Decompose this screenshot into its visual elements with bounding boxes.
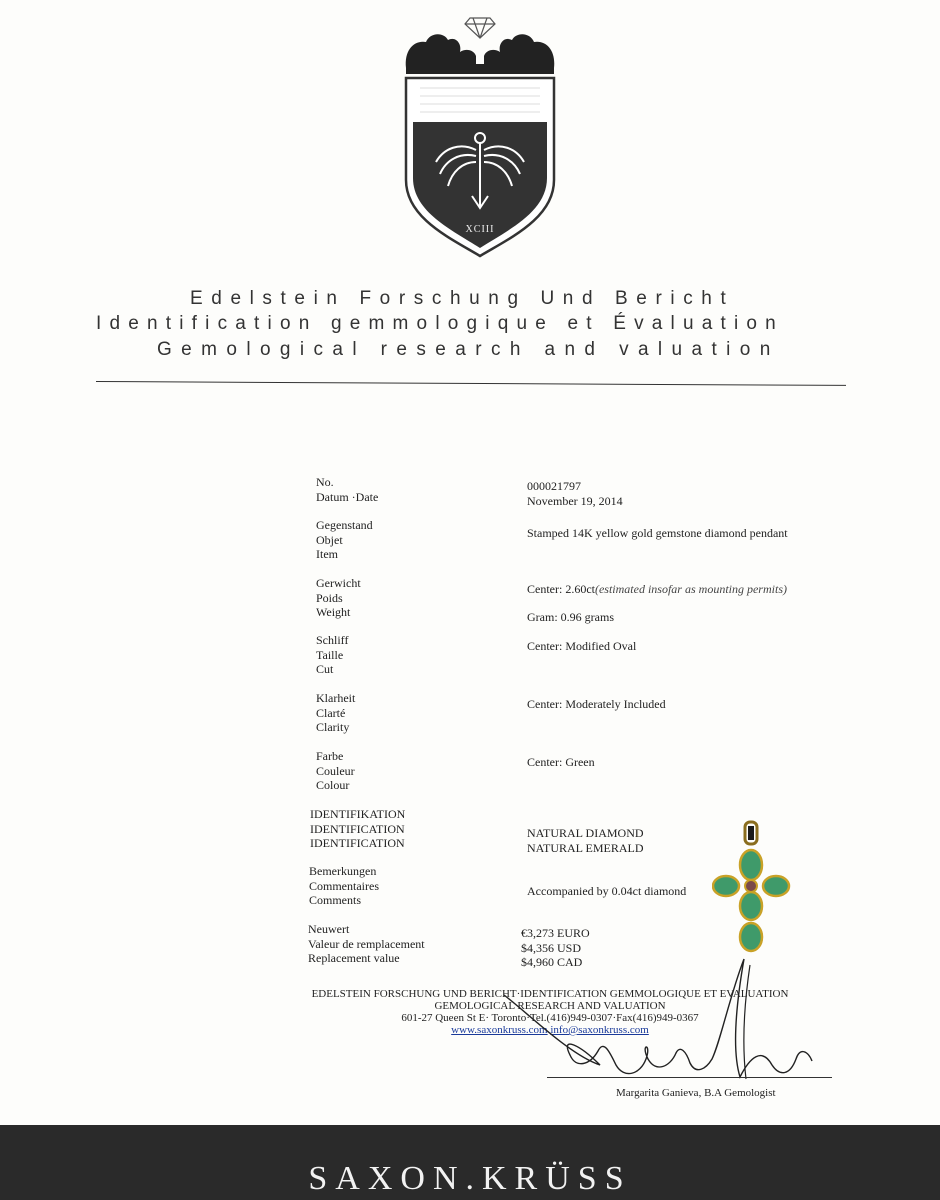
brand-name: SAXON.KRÜSS	[308, 1160, 632, 1197]
signature-image	[500, 955, 840, 1095]
report-number: 000021797	[527, 479, 581, 493]
heading-german: Edelstein Forschung Und Bericht	[190, 288, 735, 309]
weight-note: (estimated insofar as mounting permits)	[594, 582, 787, 596]
comments-value: Accompanied by 0.04ct diamond	[527, 884, 687, 898]
weight-labels: Gerwicht Poids Weight	[316, 576, 361, 619]
email-link[interactable]: info@saxonkruss.com	[550, 1024, 649, 1036]
item-value: Stamped 14K yellow gold gemstone diamond pendant	[527, 526, 788, 540]
signature-line	[547, 1077, 832, 1078]
cut-labels: Schliff Taille Cut	[316, 633, 349, 676]
footer-line-1: EDELSTEIN FORSCHUNG UND BERICHT·IDENTIFICATION GEMMOLOGIQUE ET EVALUATION	[311, 988, 789, 1000]
weight-center: Center: 2.60ct(estimated insofar as mounting permits)	[527, 582, 787, 596]
report-date: November 19, 2014	[527, 493, 623, 508]
comments-labels: Bemerkungen Commentaires Comments	[309, 864, 379, 907]
colour-value: Center: Green	[527, 755, 595, 769]
weight-gram: Gram: 0.96 grams	[527, 610, 614, 624]
identification-values: NATURAL DIAMOND NATURAL EMERALD	[527, 826, 644, 855]
number-labels: No. Datum ·Date	[316, 475, 379, 504]
heading-english: Gemological research and valuation	[157, 339, 780, 360]
cut-value: Center: Modified Oval	[527, 639, 637, 653]
colour-labels: Farbe Couleur Colour	[316, 749, 355, 792]
footer-line-2: GEMOLOGICAL RESEARCH AND VALUATION	[434, 1000, 666, 1012]
divider	[96, 381, 846, 386]
crest-numeral: XCIII	[465, 224, 495, 235]
identification-labels: IDENTIFIKATION IDENTIFICATION IDENTIFICATION	[310, 807, 406, 850]
clarity-value: Center: Moderately Included	[527, 697, 666, 711]
crest-logo	[400, 10, 560, 260]
item-labels: Gegenstand Objet Item	[316, 518, 373, 561]
footer-address: 601-27 Queen St E· Toronto·Tel.(416)949-0307·Fax(416)949-0367	[401, 1012, 699, 1024]
number-values	[527, 479, 623, 508]
heading-french: Identification gemmologique et Évaluation	[96, 313, 784, 334]
clarity-labels: Klarheit Clarté Clarity	[316, 691, 356, 734]
lions-crown-icon	[406, 34, 555, 74]
value-labels: Neuwert Valeur de remplacement Replacement value	[308, 922, 425, 965]
pendant-image	[712, 820, 792, 955]
website-link[interactable]: www.saxonkruss.com	[451, 1024, 548, 1036]
signatory-name: Margarita Ganieva, B.A Gemologist	[616, 1087, 776, 1099]
value-values: €3,273 EURO $4,356 USD $4,960 CAD	[521, 926, 590, 969]
diamond-icon	[465, 18, 495, 38]
